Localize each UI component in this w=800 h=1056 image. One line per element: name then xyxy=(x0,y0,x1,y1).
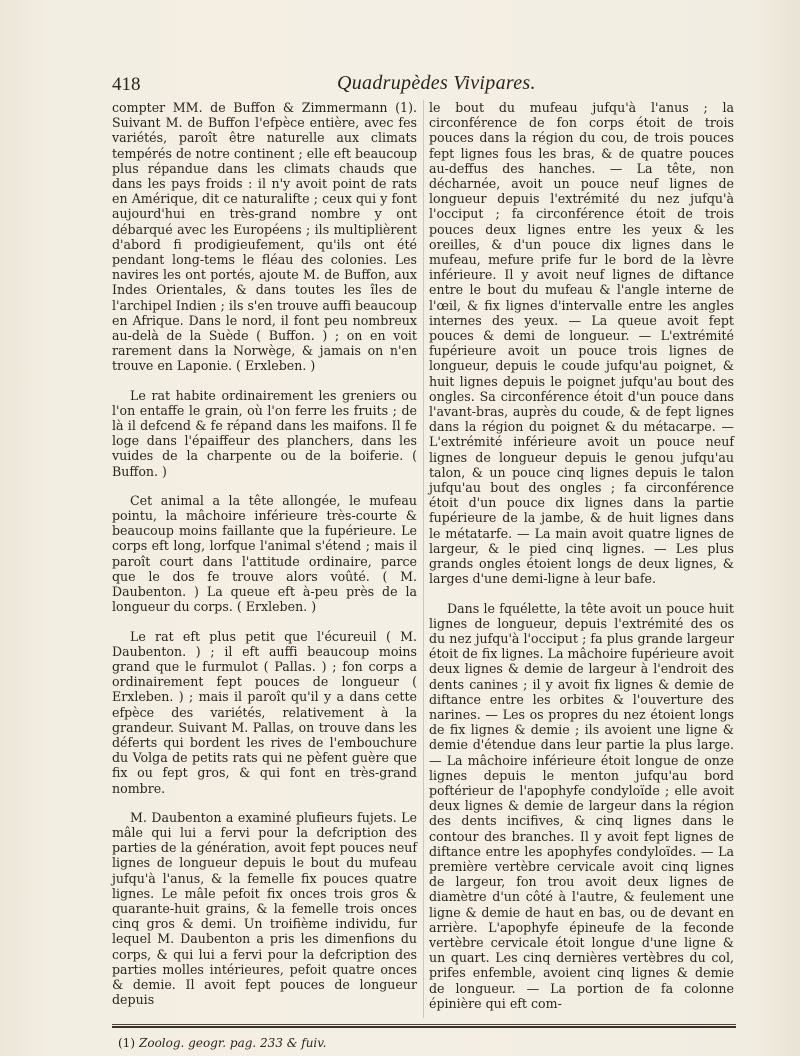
page-header xyxy=(112,74,728,96)
paragraph: Cet animal a la tête allongée, le mufeau pointu, la mâchoire inférieure très-courte & beaucoup moins faillante que la fupérieure. Le corps eft long, lorfque l'animal s'étend ; mais il paroît court dans l'attitude ordinaire, parce que le dos fe trouve alors voûté. ( M. Daubenton. ) La queue eft à-peu près de la longueur du corps. ( Erxleben. ) xyxy=(112,492,417,615)
footnote-rule xyxy=(112,1024,736,1025)
footnote xyxy=(118,1036,326,1050)
page-number: 418 xyxy=(112,74,141,95)
left-column xyxy=(112,100,417,1008)
paragraph: Le rat habite ordinairement les greniers ou l'on entaffe le grain, où l'on ferre les fruits ; de là il defcend & fe répand dans les maifons. Il fe loge dans l'épaiffeur des planchers, dans les vuides de la charpente ou de la boiferie. ( Buffon. ) xyxy=(112,387,417,479)
paragraph: compter MM. de Buffon & Zimmermann (1). Suivant M. de Buffon l'efpèce entière, avec fes variétés, paroît être naturelle aux climats tempérés de notre continent ; elle eft beaucoup plus répandue dans les climats chauds que dans les pays froids : il n'y avoit point de rats en Amérique, dit ce naturalifte ; ceux qui y font aujourd'hui en très-grand nombre y ont débarqué avec les Européens ; ils multiplièrent d'abord fi prodigieufement, qu'ils ont été pendant long-tems le fléau des colonies. Les navires les ont portés, ajoute M. de Buffon, aux Indes Orientales, & dans toutes les îles de l'archipel Indien ; ils s'en trouve auffi beaucoup en Afrique. Dans le nord, il font peu nombreux au-delà de la Suède ( Buffon. ) ; on en voit rarement dans la Norwège, & jamais on n'en trouve en Laponie. ( Erxleben. ) xyxy=(112,100,417,374)
column-divider xyxy=(423,100,424,1018)
running-title: Quadrupèdes Vivipares. xyxy=(337,72,536,94)
footnote-text: Zoolog. geogr. pag. 233 & fuiv. xyxy=(139,1036,327,1050)
footnote-marker: (1) xyxy=(118,1036,135,1050)
paragraph: le bout du mufeau jufqu'à l'anus ; la circonférence de fon corps étoit de trois pouces dans la région du cou, de trois pouces fept lignes fous les bras, & de quatre pouces au-deffus des hanches. — La tête, non décharnée, avoit un pouce neuf lignes de longueur depuis l'extrémité du nez jufqu'à l'occiput ; fa circonférence étoit de trois pouces deux lignes entre les yeux & les oreilles, & d'un pouce dix lignes dans le mufeau, mefure prife fur le bord de la lèvre inférieure. Il y avoit neuf lignes de diftance entre le bout du mufeau & l'angle interne de l'œil, & fix lignes d'intervalle entre les angles internes des yeux. — La queue avoit fept pouces & demi de longueur. — L'extrémité fupérieure avoit un pouce trois lignes de longueur, depuis le coude jufqu'au poignet, & huit lignes depuis le poignet jufqu'au bout des ongles. Sa circonférence étoit d'un pouce dans l'avant-bras, auprès du coude, & de fept lignes dans la région du poignet & du métacarpe. — L'extrémité inférieure avoit un pouce neuf lignes de longueur depuis le genou jufqu'au talon, & un pouce cinq lignes depuis le talon jufqu'au bout des ongles ; fa circonférence étoit d'un pouce dix lignes dans la partie fupérieure de la jambe, & de huit lignes dans le métatarfe. — La main avoit quatre lignes de largeur, & le pied cinq lignes. — Les plus grands ongles étoient longs de deux lignes, & larges d'une demi-ligne à leur bafe. xyxy=(429,100,734,587)
paragraph: M. Daubenton a examiné plufieurs fujets. Le mâle qui lui a fervi pour la defcription des parties de la génération, avoit fept pouces neuf lignes de longueur depuis le bout du mufeau jufqu'à l'anus, & la femelle fix pouces quatre lignes. Le mâle pefoit fix onces trois gros & quarante-huit grains, & la femelle trois onces cinq gros & demi. Un troifième individu, fur lequel M. Daubenton a pris les dimenfions du corps, & qui lui a fervi pour la defcription des parties molles intérieures, pefoit quatre onces & demie. Il avoit fept pouces de longueur depuis xyxy=(112,809,417,1008)
right-column xyxy=(429,100,734,1011)
paragraph: Le rat eft plus petit que l'écureuil ( M. Daubenton. ) ; il eft auffi beaucoup moins grand que le furmulot ( Pallas. ) ; fon corps a ordinairement fept pouces de longueur ( Erxleben. ) ; mais il paroît qu'il y a dans cette efpèce des variétés, relativement à la grandeur. Suivant M. Pallas, on trouve dans les déferts qui bordent les rives de l'embouchure du Volga de petits rats qui ne pèfent guère que fix ou fept gros, & qui font en très-grand nombre. xyxy=(112,628,417,796)
paragraph: Dans le fquélette, la tête avoit un pouce huit lignes de longueur, depuis l'extrémité des os du nez jufqu'à l'occiput ; fa plus grande largeur étoit de fix lignes. La mâchoire fupérieure avoit deux lignes & demie de largeur à l'endroit des dents canines ; il y avoit fix lignes & demie de diftance entre les orbites & l'ouverture des narines. — Les os propres du nez étoient longs de fix lignes & demie ; ils avoient une ligne & demie d'étendue dans leur partie la plus large. — La mâchoire inférieure étoit longue de onze lignes depuis le menton jufqu'au bord poftérieur de l'apophyfe condyloïde ; elle avoit deux lignes & demie de largeur dans la région des dents incifives, & cinq lignes dans le contour des branches. Il y avoit fept lignes de diftance entre les apophyfes condyloïdes. — La première vertèbre cervicale avoit cinq lignes de largeur, fon trou avoit deux lignes de diamètre d'un côté à l'autre, & feulement une ligne & demie de haut en bas, ou de devant en arrière. L'apophyfe épineufe de la feconde vertèbre cervicale étoit longue d'une ligne & un quart. Les cinq dernières vertèbres du col, prifes enfemble, avoient cinq lignes & demie de longueur. — La portion de fa colonne épinière qui eft com- xyxy=(429,600,734,1011)
footnote-rule-thick xyxy=(112,1026,736,1028)
